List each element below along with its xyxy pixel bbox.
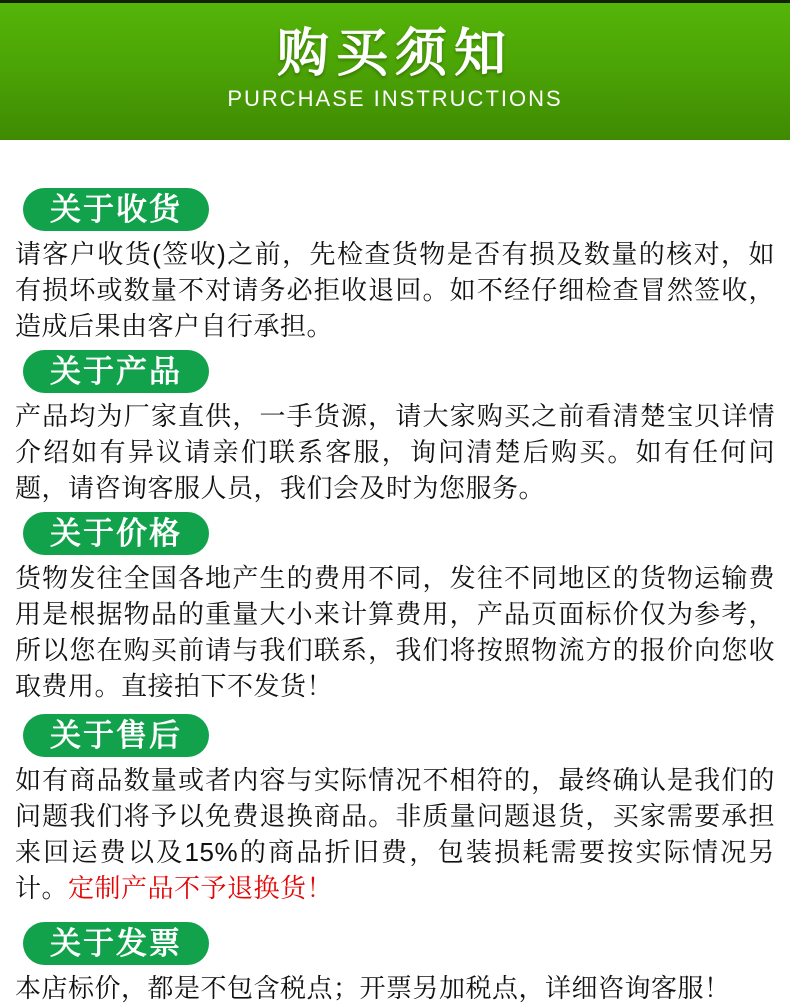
page-title: 购买须知 (276, 25, 513, 83)
section-label-receiving: 关于收货 (23, 188, 209, 231)
section-body-product: 产品均为厂家直供，一手货源，请大家购买之前看清楚宝贝详情介绍如有异议请亲们联系客服，询问清楚后购买。如有任何问题，请咨询客服人员，我们会及时为您服务。 (15, 401, 775, 503)
aftersales-highlight-text: 定制产品不予退换货！ (68, 873, 334, 903)
header-banner (0, 0, 790, 140)
section-invoice (15, 922, 775, 1006)
page-subtitle: PURCHASE INSTRUCTIONS (227, 86, 563, 111)
section-product (15, 350, 775, 506)
section-label-invoice: 关于发票 (23, 922, 209, 965)
header-top-edge (0, 0, 790, 3)
section-label-aftersales: 关于售后 (23, 714, 209, 757)
section-receiving (15, 188, 775, 344)
section-body-aftersales (15, 762, 775, 906)
section-body-price: 货物发往全国各地产生的费用不同，发往不同地区的货物运输费用是根据物品的重量大小来计算费用，产品页面标价仅为参考，所以您在购买前请与我们联系，我们将按照物流方的报价向您收取费用。直接拍下不发货！ (15, 563, 775, 701)
section-body-invoice: 本店标价，都是不包含税点；开票另加税点，详细咨询客服！ (15, 973, 731, 1003)
aftersales-body-text: 如有商品数量或者内容与实际情况不相符的，最终确认是我们的问题我们将予以免费退换商品。非质量问题退货，买家需要承担来回运费以及15%的商品折旧费，包装损耗需要按实际情况另计。 (15, 765, 775, 903)
section-label-price: 关于价格 (23, 512, 209, 555)
section-aftersales (15, 714, 775, 906)
section-label-product: 关于产品 (23, 350, 209, 393)
sections-container (0, 188, 790, 1006)
section-body-receiving: 请客户收货(签收)之前，先检查货物是否有损及数量的核对，如有损坏或数量不对请务必拒收退回。如不经仔细检查冒然签收，造成后果由客户自行承担。 (15, 239, 775, 341)
section-price (15, 512, 775, 704)
